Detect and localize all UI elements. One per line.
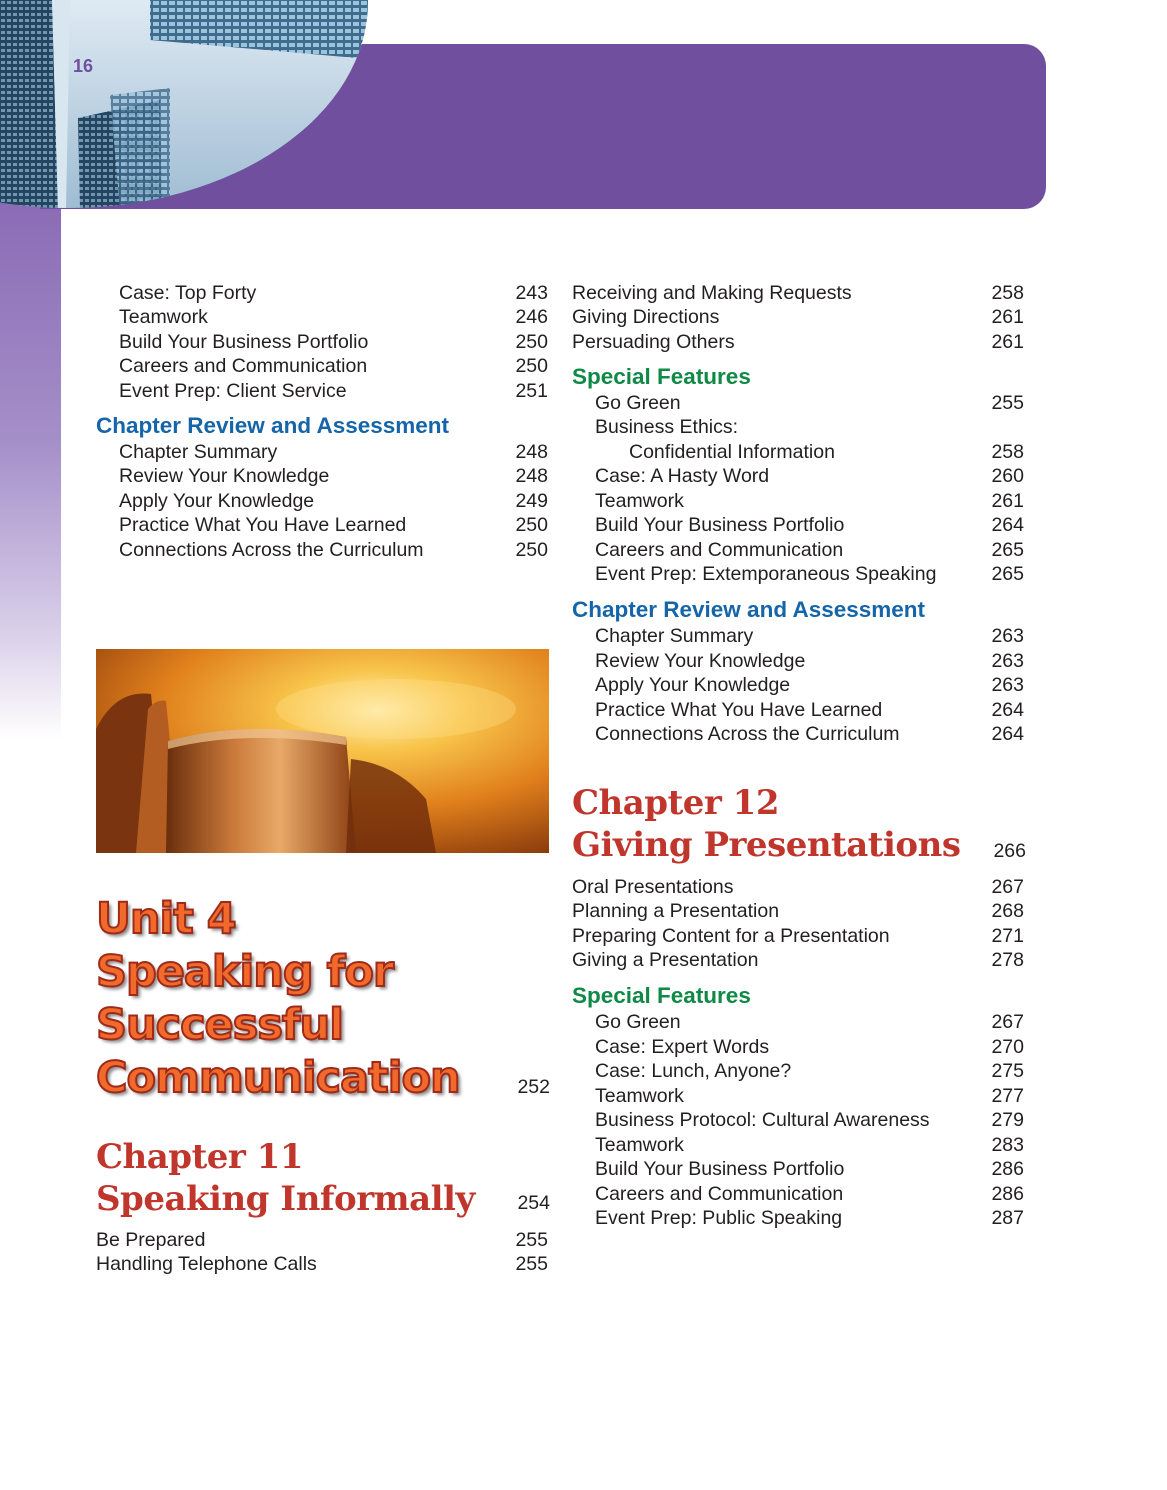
toc-entry-page: 279 <box>991 1109 1024 1131</box>
toc-entry-title[interactable]: Chapter Summary <box>595 625 754 647</box>
toc-entry-page: 249 <box>515 490 548 512</box>
toc-entry-page: 263 <box>991 650 1024 672</box>
toc-entry-page: 277 <box>991 1085 1024 1107</box>
toc-entry-title[interactable]: Case: A Hasty Word <box>595 465 770 487</box>
toc-entry-page: 265 <box>991 539 1024 561</box>
toc-entry-title[interactable]: Event Prep: Extemporaneous Speaking <box>595 563 937 585</box>
toc-entry-page: 261 <box>991 306 1024 328</box>
special-features-heading: Special Features <box>572 983 751 1008</box>
unit-title-line: Successful <box>96 1000 343 1050</box>
toc-entry-title[interactable]: Giving a Presentation <box>572 949 759 971</box>
toc-entry-title[interactable]: Event Prep: Client Service <box>119 380 347 402</box>
review-heading: Chapter Review and Assessment <box>572 597 926 622</box>
toc-entry-title[interactable]: Confidential Information <box>629 441 835 463</box>
toc-entry-title[interactable]: Case: Top Forty <box>119 282 257 304</box>
toc-entry-title[interactable]: Review Your Knowledge <box>119 465 330 487</box>
toc-entry-title[interactable]: Apply Your Knowledge <box>595 674 791 696</box>
toc-entry-title[interactable]: Preparing Content for a Presentation <box>572 925 890 947</box>
toc-entry-title[interactable]: Giving Directions <box>572 306 720 328</box>
building-sunset-photo <box>96 649 549 853</box>
toc-entry-title[interactable]: Go Green <box>595 392 681 414</box>
toc-entry-page: 264 <box>991 514 1024 536</box>
unit-title-line: Speaking for <box>96 947 394 997</box>
chapter-12-number: Chapter 12 <box>572 783 779 823</box>
toc-entry-title[interactable]: Careers and Communication <box>595 1183 844 1205</box>
toc-entry-page: 255 <box>515 1229 548 1251</box>
toc-entry-page: 260 <box>991 465 1024 487</box>
toc-entry-page: 264 <box>991 699 1024 721</box>
toc-entry-title[interactable]: Teamwork <box>595 490 684 512</box>
toc-entry-title[interactable]: Business Protocol: Cultural Awareness <box>595 1109 930 1131</box>
toc-entry-page: 250 <box>515 355 548 377</box>
toc-entry-title[interactable]: Planning a Presentation <box>572 900 780 922</box>
toc-entry-title[interactable]: Practice What You Have Learned <box>595 699 883 721</box>
chapter-11-title[interactable]: Speaking Informally <box>96 1179 475 1219</box>
toc-entry-page: 278 <box>991 949 1024 971</box>
page-number: 16 <box>73 56 94 76</box>
toc-entry-page: 275 <box>991 1060 1024 1082</box>
toc-entry-title[interactable]: Careers and Communication <box>595 539 844 561</box>
toc-entry-page: 287 <box>991 1207 1024 1229</box>
toc-entry-page: 255 <box>991 392 1024 414</box>
review-heading: Chapter Review and Assessment <box>96 413 450 438</box>
toc-entry-page: 246 <box>515 306 548 328</box>
toc-entry-page: 264 <box>991 723 1024 745</box>
toc-entry-title[interactable]: Build Your Business Portfolio <box>595 1158 845 1180</box>
toc-entry-page: 268 <box>991 900 1024 922</box>
chapter-11-number: Chapter 11 <box>96 1137 303 1177</box>
toc-entry-title[interactable]: Teamwork <box>595 1085 684 1107</box>
toc-entry-page: 250 <box>515 514 548 536</box>
toc-entry-title[interactable]: Careers and Communication <box>119 355 368 377</box>
toc-entry-page: 250 <box>515 331 548 353</box>
toc-entry-page: 261 <box>991 331 1024 353</box>
toc-entry-title[interactable]: Oral Presentations <box>572 876 734 898</box>
toc-entry-page: 286 <box>991 1158 1024 1180</box>
toc-entry-title[interactable]: Connections Across the Curriculum <box>119 539 424 561</box>
toc-entry-page: 286 <box>991 1183 1024 1205</box>
special-features-heading: Special Features <box>572 364 751 389</box>
toc-entry-title[interactable]: Case: Lunch, Anyone? <box>595 1060 792 1082</box>
toc-entry-title[interactable]: Business Ethics: <box>595 416 739 438</box>
unit-title <box>96 893 496 1105</box>
toc-entry-title[interactable]: Chapter Summary <box>119 441 278 463</box>
unit-title-line: Communication <box>96 1053 460 1103</box>
toc-entry-page: 243 <box>515 282 548 304</box>
toc-entry-page: 267 <box>991 1011 1024 1033</box>
toc-entry-page: 255 <box>515 1253 548 1275</box>
toc-entry-page: 251 <box>515 380 548 402</box>
toc-entry-title[interactable]: Go Green <box>595 1011 681 1033</box>
toc-entry-page: 248 <box>515 465 548 487</box>
toc-entry-title[interactable]: Review Your Knowledge <box>595 650 806 672</box>
toc-entry-page: 250 <box>515 539 548 561</box>
toc-entry-title[interactable]: Practice What You Have Learned <box>119 514 407 536</box>
toc-entry-title[interactable]: Event Prep: Public Speaking <box>595 1207 843 1229</box>
toc-entry-page: 258 <box>991 441 1024 463</box>
toc-entry-title[interactable]: Apply Your Knowledge <box>119 490 315 512</box>
toc-entry-page: 261 <box>991 490 1024 512</box>
toc-entry-title[interactable]: Be Prepared <box>96 1229 206 1251</box>
chapter-12-page: 266 <box>993 840 1026 862</box>
unit-title-line: Unit 4 <box>96 894 236 944</box>
toc-entry-page: 248 <box>515 441 548 463</box>
toc-entry-title[interactable]: Teamwork <box>595 1134 684 1156</box>
toc-entry-page: 283 <box>991 1134 1024 1156</box>
toc-entry-page: 263 <box>991 674 1024 696</box>
unit-page: 252 <box>517 1076 550 1098</box>
chapter-12-title[interactable]: Giving Presentations <box>572 825 961 865</box>
toc-entry-title[interactable]: Persuading Others <box>572 331 735 353</box>
toc-entry-title[interactable]: Teamwork <box>119 306 208 328</box>
toc-entry-page: 265 <box>991 563 1024 585</box>
chapter-11-page: 254 <box>517 1192 550 1214</box>
toc-entry-title[interactable]: Build Your Business Portfolio <box>119 331 369 353</box>
toc-entry-page: 258 <box>991 282 1024 304</box>
toc-entry-page: 267 <box>991 876 1024 898</box>
toc-entry-page: 263 <box>991 625 1024 647</box>
toc-entry-page: 271 <box>991 925 1024 947</box>
toc-entry-title[interactable]: Receiving and Making Requests <box>572 282 852 304</box>
toc-entry-page: 270 <box>991 1036 1024 1058</box>
toc-entry-title[interactable]: Handling Telephone Calls <box>96 1253 317 1275</box>
toc-entry-title[interactable]: Build Your Business Portfolio <box>595 514 845 536</box>
side-gradient-band <box>0 200 61 740</box>
toc-entry-title[interactable]: Case: Expert Words <box>595 1036 770 1058</box>
toc-entry-title[interactable]: Connections Across the Curriculum <box>595 723 900 745</box>
